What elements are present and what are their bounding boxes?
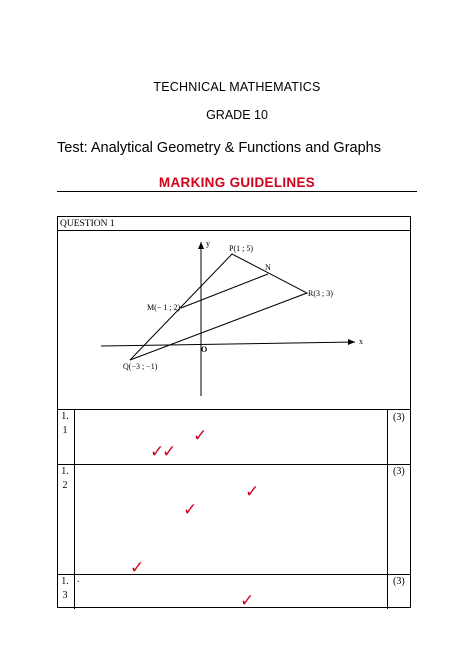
point-n-label: N: [265, 263, 271, 272]
question-number-part: 1: [62, 425, 68, 436]
check-mark-icon: ✓: [130, 558, 145, 578]
check-mark-icon: ✓: [162, 442, 177, 462]
question-number: [59, 410, 71, 438]
point-r-label: R(3 ; 3): [308, 289, 333, 298]
question-heading: QUESTION 1: [60, 219, 115, 229]
check-mark-icon: ✓: [183, 500, 198, 520]
triangle-diagram: [95, 236, 367, 400]
question-number-part: 2: [62, 480, 68, 491]
question-number: [59, 575, 71, 603]
y-axis-arrow: [198, 242, 204, 249]
question-number-part: 1.: [61, 466, 69, 477]
marks-allocation: (3): [393, 466, 405, 477]
answer-prefix: .: [77, 574, 80, 585]
check-mark-icon: ✓: [150, 442, 165, 462]
origin-label: O: [201, 345, 208, 354]
course-title: TECHNICAL MATHEMATICS: [153, 80, 321, 94]
y-axis-label: y: [206, 239, 210, 248]
grade-label: GRADE 10: [206, 108, 268, 122]
check-mark-icon: ✓: [240, 591, 255, 611]
question-number-part: 1.: [61, 576, 69, 587]
point-p-label: P(1 ; 5): [229, 244, 253, 253]
point-q-label: Q(−3 ; −1): [123, 362, 158, 371]
heading-rule: [57, 191, 417, 192]
check-mark-icon: ✓: [245, 482, 260, 502]
marks-allocation: (3): [393, 412, 405, 423]
column-divider: [74, 409, 75, 609]
point-m-label: M(− 1 ; 2): [147, 303, 181, 312]
x-axis: [101, 342, 355, 346]
question-number-part: 3: [62, 590, 68, 601]
segment-mn: [181, 274, 268, 308]
test-title: Test: Analytical Geometry & Functions and Graphs: [57, 140, 381, 156]
check-mark-icon: ✓: [193, 426, 208, 446]
question-number-part: 1.: [61, 411, 69, 422]
x-axis-label: x: [359, 337, 363, 346]
table-divider: [58, 409, 410, 410]
marking-guidelines-heading: MARKING GUIDELINES: [158, 175, 316, 190]
table-divider: [58, 230, 410, 231]
marks-allocation: (3): [393, 576, 405, 587]
table-divider: [58, 464, 410, 465]
x-axis-arrow: [348, 339, 355, 345]
column-divider: [387, 409, 388, 609]
question-number: [59, 465, 71, 493]
table-divider: [58, 574, 410, 575]
